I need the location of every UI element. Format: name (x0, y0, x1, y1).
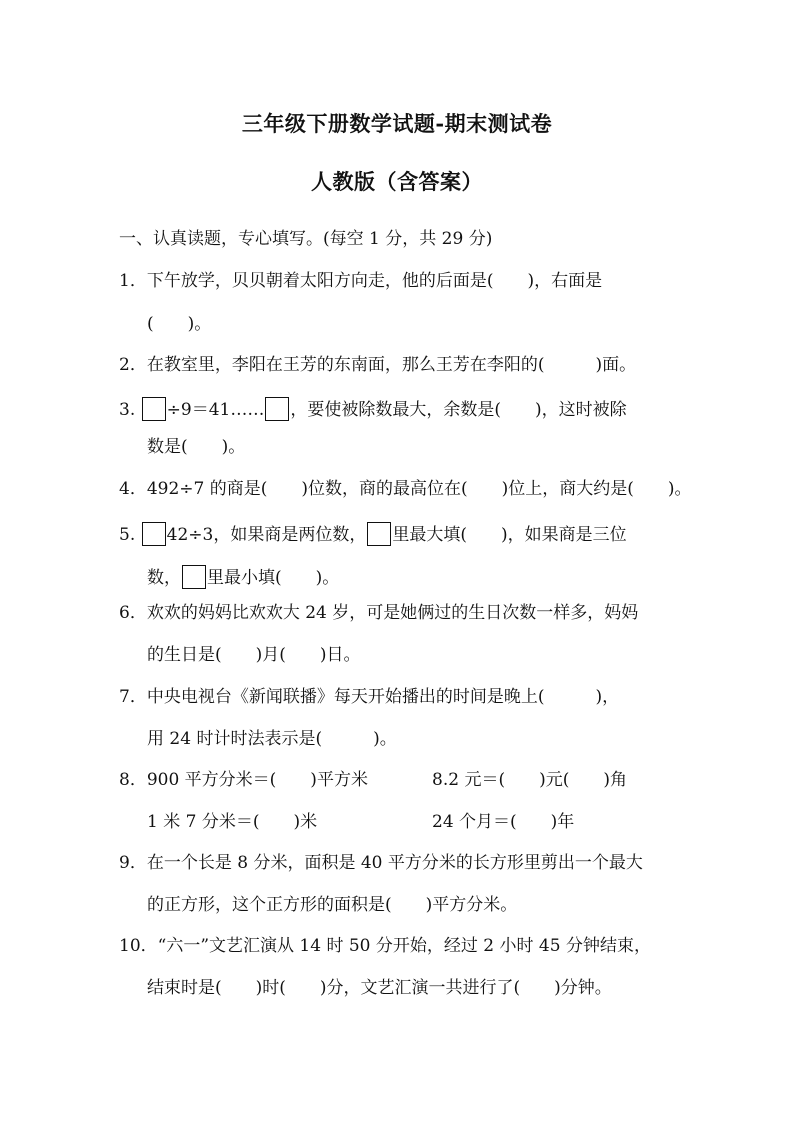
question-text: 里最大填( )，如果商是三位 (392, 525, 627, 545)
section-heading: 一、认真读题，专心填写。(每空 1 分，共 29 分) (119, 229, 493, 249)
question-1 (119, 270, 602, 292)
question-3-continued: 数是( )。 (147, 437, 246, 457)
question-number: 5. (119, 525, 136, 545)
question-5-continued (147, 565, 339, 589)
page-title: 三年级下册数学试题-期末测试卷 (241, 111, 553, 136)
blank-box (265, 397, 289, 421)
question-number: 9． (119, 853, 147, 873)
question-text: 900 平方分米＝( )平方米 (146, 770, 368, 790)
page-subtitle: 人教版（含答案） (311, 169, 483, 194)
question-8 (119, 769, 368, 791)
question-text: 数， (147, 568, 181, 588)
blank-box (367, 522, 391, 546)
question-text: 欢欢的妈妈比欢欢大 24 岁，可是她俩过的生日次数一样多，妈妈 (146, 603, 639, 623)
question-8-part-c: 1 米 7 分米＝( )米 (147, 812, 318, 832)
question-number: 1． (119, 271, 147, 291)
question-8-part-b: 8.2 元＝( )元( )角 (432, 770, 627, 790)
question-1-continued: ( )。 (147, 314, 212, 334)
question-number: 3. (119, 400, 136, 420)
question-number: 6． (119, 603, 147, 623)
question-text: ÷9＝41…… (166, 400, 265, 420)
question-5 (119, 522, 627, 546)
blank-box (142, 397, 166, 421)
question-number: 2． (119, 355, 147, 375)
question-text: 里最小填( )。 (207, 568, 340, 588)
question-8-part-d: 24 个月＝( )年 (432, 812, 575, 832)
question-text: 在一个长是 8 分米，面积是 40 平方分米的长方形里剪出一个最大 (146, 853, 643, 873)
question-7 (119, 686, 619, 708)
question-number: 8． (119, 770, 147, 790)
question-text: 42÷3，如果商是两位数， (166, 525, 367, 545)
question-4: 4．492÷7 的商是( )位数，商的最高位在( )位上，商大约是( )。 (119, 479, 692, 499)
question-10 (119, 935, 651, 957)
question-text: ，要使被除数最大，余数是( )，这时被除 (290, 400, 627, 420)
question-7-continued: 用 24 时计时法表示是( )。 (147, 729, 397, 749)
question-text: 中央电视台《新闻联播》每天开始播出的时间是晚上( )， (146, 687, 620, 707)
blank-box (142, 522, 166, 546)
question-3 (119, 397, 627, 421)
question-10-continued: 结束时是( )时( )分，文艺汇演一共进行了( )分钟。 (147, 978, 612, 998)
question-text: 下午放学，贝贝朝着太阳方向走，他的后面是( )，右面是 (146, 271, 603, 291)
question-text: 在教室里，李阳在王芳的东南面，那么王芳在李阳的( )面。 (146, 355, 637, 375)
question-9 (119, 852, 643, 874)
question-6-continued: 的生日是( )月( )日。 (147, 645, 361, 665)
blank-box (182, 565, 206, 589)
question-2 (119, 354, 636, 376)
question-9-continued: 的正方形，这个正方形的面积是( )平方分米。 (147, 895, 518, 915)
question-text: “六一”文艺汇演从 14 时 50 分开始，经过 2 小时 45 分钟结束， (157, 936, 651, 956)
question-number: 7． (119, 687, 147, 707)
question-number: 10． (119, 936, 158, 956)
question-6 (119, 602, 638, 624)
